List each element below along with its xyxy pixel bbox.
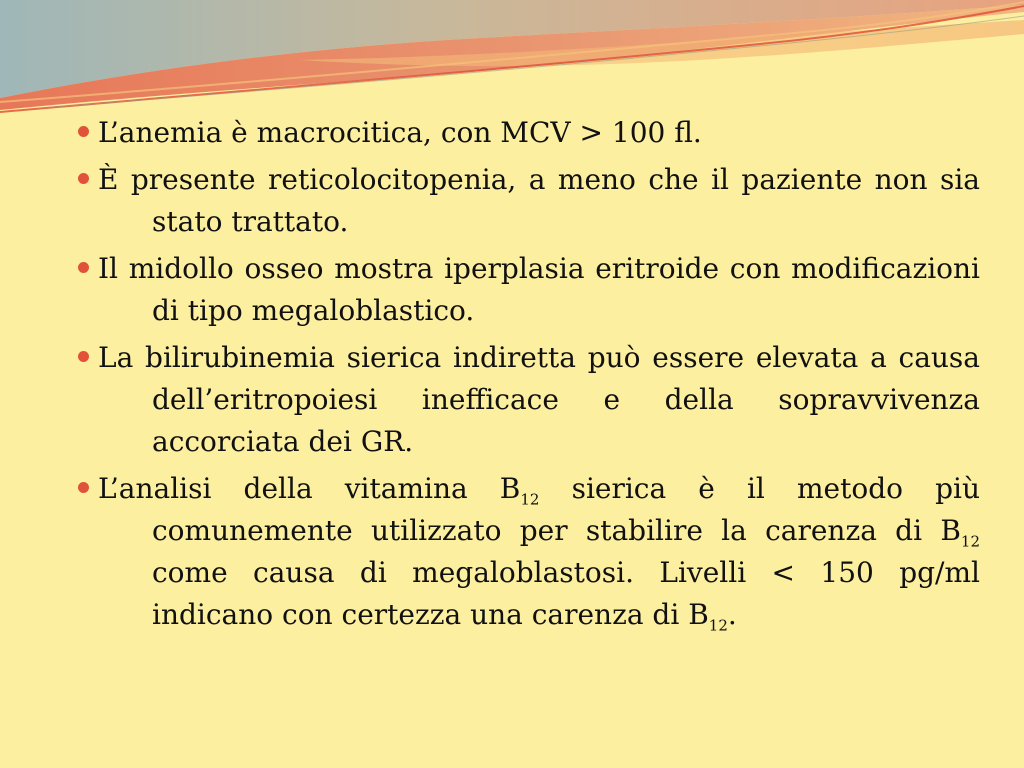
bullet-item (52, 112, 980, 154)
subscript: 12 (708, 616, 728, 635)
bullet-text: La bilirubinemia sierica indiretta può essere elevata a causa dell’eritropoiesi inefficace e della sopravvivenza accorciata dei GR. (98, 341, 980, 458)
bullet-item (52, 159, 980, 243)
bullet-text: È presente reticolocitopenia, a meno che il paziente non sia stato trattato. (98, 163, 980, 238)
bullet-dot-icon (78, 126, 89, 137)
slide-body (52, 112, 980, 641)
bullet-text-part: come causa di megaloblastosi. Livelli < 150 pg/ml indicano con certezza una carenza di B (152, 556, 980, 631)
bullet-text: L’anemia è macrocitica, con MCV > 100 fl. (98, 116, 702, 149)
bullet-item (52, 337, 980, 463)
bullet-item (52, 248, 980, 332)
bullet-dot-icon (78, 173, 89, 184)
subscript: 12 (520, 490, 540, 509)
bullet-text-part: . (727, 598, 737, 631)
bullet-dot-icon (78, 351, 89, 362)
bullet-item (52, 468, 980, 636)
bullet-text: Il midollo osseo mostra iperplasia eritroide con modificazioni di tipo megaloblastico. (98, 252, 980, 327)
header-decoration (0, 0, 1024, 130)
bullet-dot-icon (78, 262, 89, 273)
subscript: 12 (960, 532, 980, 551)
bullet-text-part: L’analisi della vitamina B (98, 472, 521, 505)
bullet-text-part: sierica è il metodo più comunemente utilizzato per stabilire la carenza di B (152, 472, 980, 547)
bullet-dot-icon (78, 482, 89, 493)
